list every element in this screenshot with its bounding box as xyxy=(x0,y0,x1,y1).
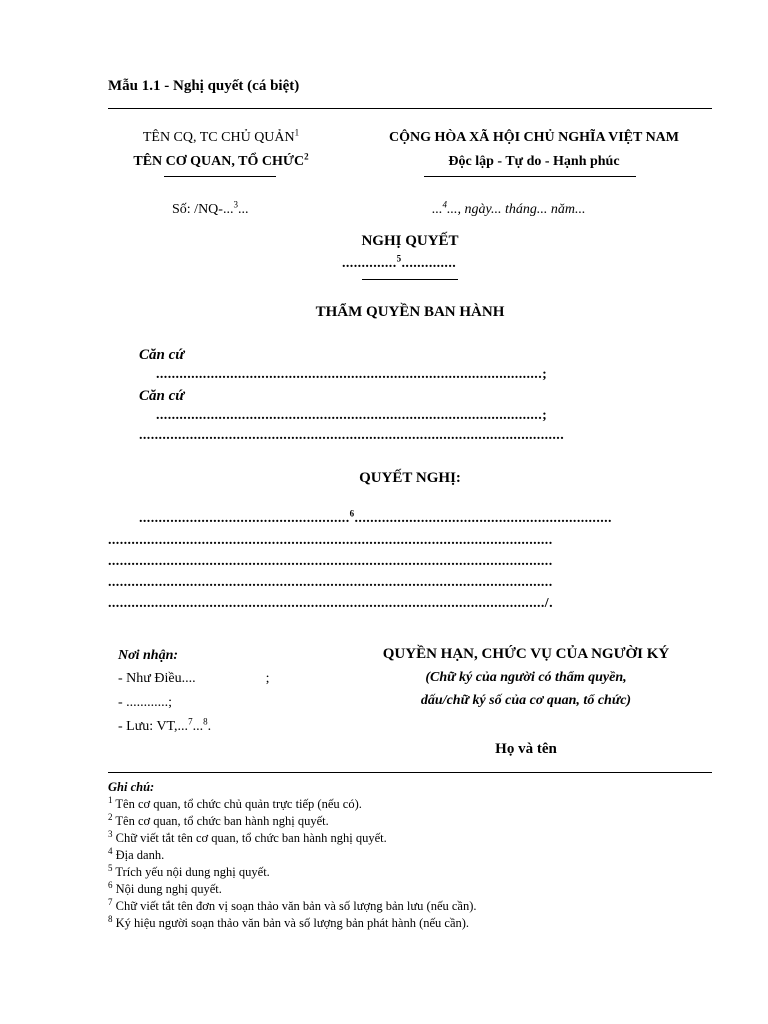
basis-label-1: Căn cứ xyxy=(139,347,185,363)
note-item-4: $^4$ Địa danh. xyxy=(108,845,165,862)
note-item-3: $^3$ Chữ viết tắt tên cơ quan, tổ chức ban hành nghị quyết. xyxy=(108,828,387,845)
document-type: NGHỊ QUYẾT xyxy=(361,233,459,249)
note-item-1: $^1$ Tên cơ quan, tổ chức chủ quản trực tiếp (nếu có). xyxy=(108,794,362,811)
recipients-title: Nơi nhận: xyxy=(118,648,179,663)
note-item-6: $^6$ Nội dung nghị quyết. xyxy=(108,879,222,896)
title-divider xyxy=(108,108,712,109)
agency-name: TÊN CƠ QUAN, TỔ CHỨC$^2$ xyxy=(133,151,309,169)
note-item-2: $^2$ Tên cơ quan, tổ chức ban hành nghị quyết. xyxy=(108,811,329,828)
resolve-line-5: ................................................................................................................/. xyxy=(108,596,553,611)
basis-dots-1: ...................................................................................................; xyxy=(156,367,548,382)
resolve-line-4: .................................................................................................................. xyxy=(108,575,553,590)
recipient-item-3: - Lưu: VT,...$^7$...$^8$. xyxy=(118,716,212,734)
notes-divider xyxy=(108,772,712,773)
document-number: Số: /NQ-...$^3$... xyxy=(172,199,249,217)
signer-position: QUYỀN HẠN, CHỨC VỤ CỦA NGƯỜI KÝ xyxy=(382,646,670,662)
signature-note-1: (Chữ ký của người có thẩm quyền, xyxy=(425,670,627,685)
place-date: ...$^4$..., ngày... tháng... năm... xyxy=(432,199,586,217)
signer-name: Họ và tên xyxy=(495,741,557,757)
recipient-item-2: - ............; xyxy=(118,695,173,710)
note-item-7: $^7$ Chữ viết tắt tên đơn vị soạn thảo văn bản và số lượng bản lưu (nếu cần). xyxy=(108,896,477,913)
resolve-heading: QUYẾT NGHỊ: xyxy=(359,470,461,486)
summary-underline xyxy=(362,279,458,280)
resolve-line-1: ......................................................$^6$.................................................................. xyxy=(139,508,612,526)
basis-dots-3: ............................................................................................................. xyxy=(139,428,565,443)
basis-label-2: Căn cứ xyxy=(139,388,185,404)
resolve-line-2: .................................................................................................................. xyxy=(108,533,553,548)
note-item-5: $^5$ Trích yếu nội dung nghị quyết. xyxy=(108,862,270,879)
recipient-item-1: - Như Điều.... ; xyxy=(118,671,270,686)
form-title: Mẫu 1.1 - Nghị quyết (cá biệt) xyxy=(108,78,300,94)
agency-underline xyxy=(164,176,276,177)
motto-underline xyxy=(424,176,636,177)
national-title: CỘNG HÒA XÃ HỘI CHỦ NGHĨA VIỆT NAM xyxy=(388,130,679,145)
signature-note-2: dấu/chữ ký số của cơ quan, tổ chức) xyxy=(420,693,632,708)
national-motto: Độc lập - Tự do - Hạnh phúc xyxy=(448,154,620,169)
document-summary: ..............$^5$.............. xyxy=(342,253,457,271)
notes-title: Ghi chú: xyxy=(108,780,155,794)
note-item-8: $^8$ Ký hiệu người soạn thảo văn bản và số lượng bản phát hành (nếu cần). xyxy=(108,913,470,930)
basis-dots-2: ...................................................................................................; xyxy=(156,408,548,423)
resolve-line-3: .................................................................................................................. xyxy=(108,554,553,569)
issuing-authority: THẨM QUYỀN BAN HÀNH xyxy=(315,304,505,320)
parent-agency-name: TÊN CQ, TC CHỦ QUẢN$^1$ xyxy=(142,127,300,145)
